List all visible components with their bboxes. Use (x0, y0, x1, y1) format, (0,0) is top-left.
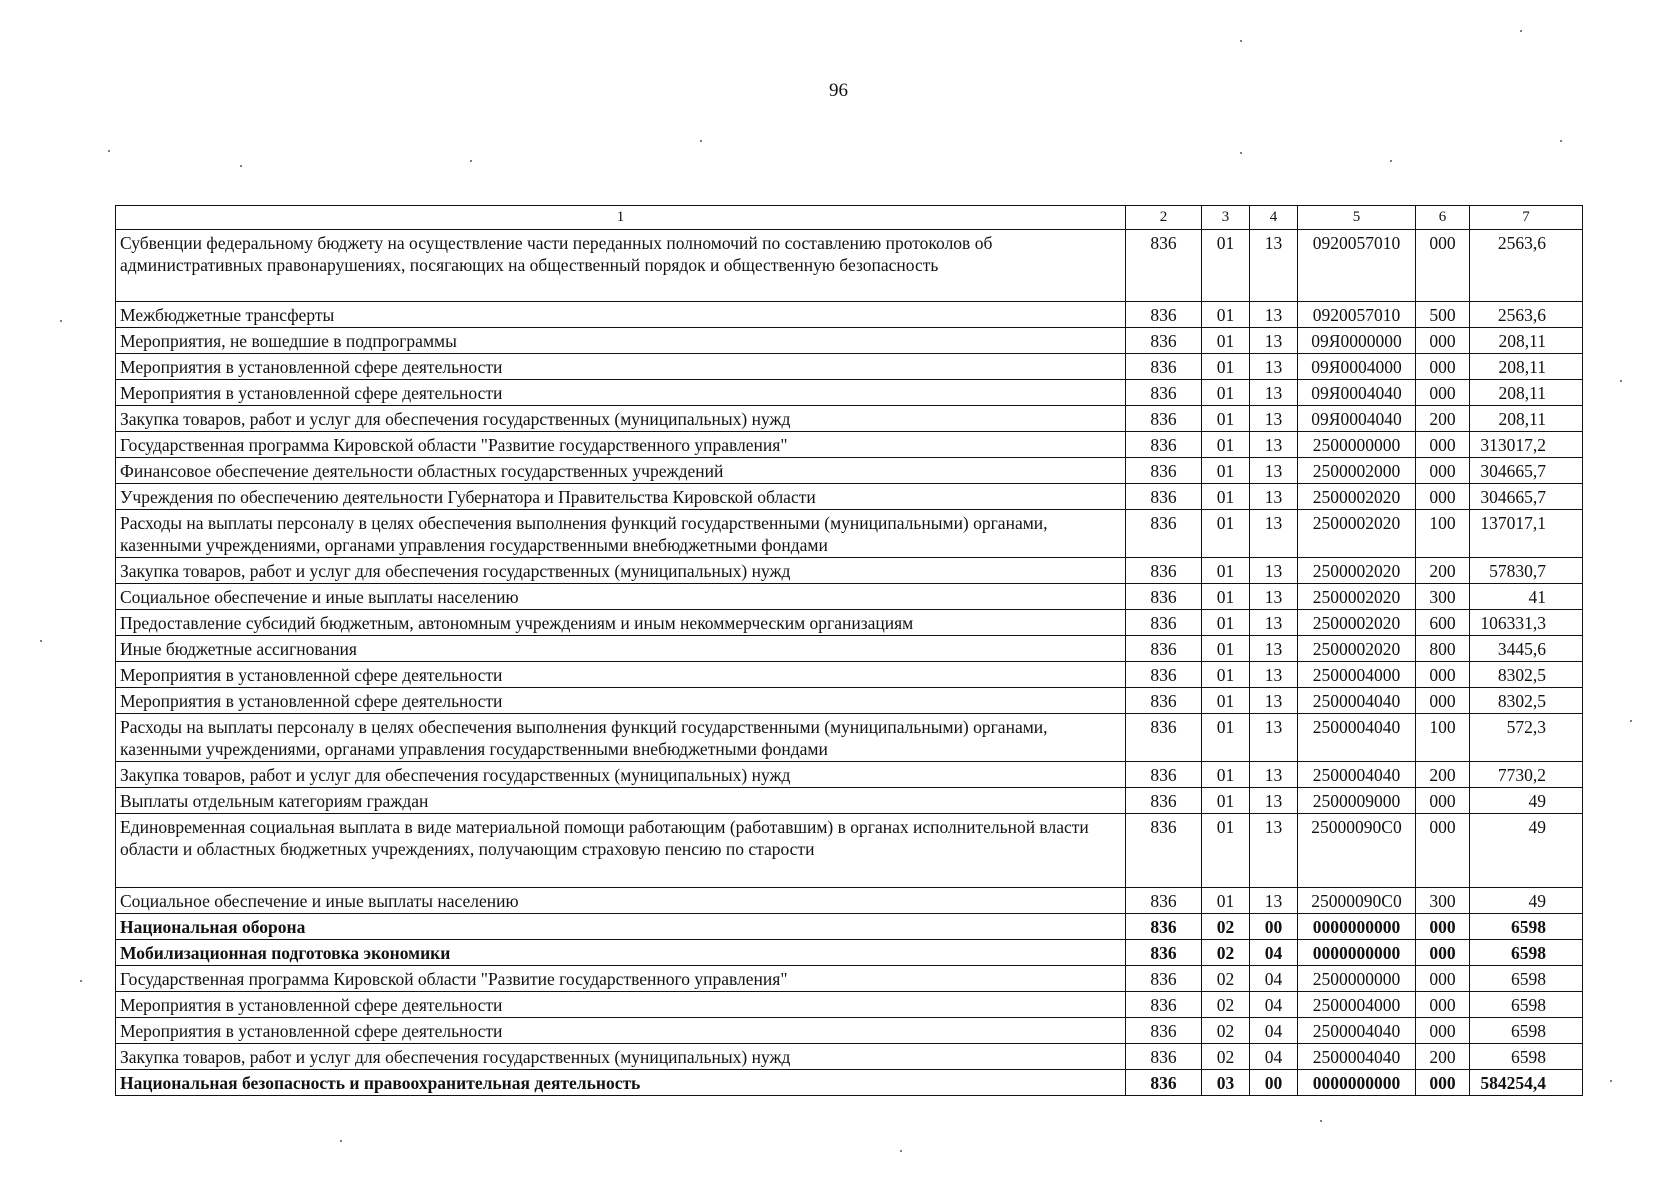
row-expense-type-cell: 000 (1416, 662, 1470, 688)
row-expense-type-cell: 800 (1416, 636, 1470, 662)
row-admin-code-cell: 836 (1126, 914, 1202, 940)
row-section-cell: 03 (1202, 1070, 1250, 1096)
budget-table (115, 205, 1583, 1096)
row-target-article-cell: 2500004000 (1298, 662, 1416, 688)
row-subsection-cell: 13 (1250, 380, 1298, 406)
row-amount-cell: 6598 (1470, 914, 1583, 940)
row-subsection-cell: 00 (1250, 1070, 1298, 1096)
row-admin-code-cell: 836 (1126, 888, 1202, 914)
row-section-cell: 01 (1202, 814, 1250, 888)
row-amount-cell: 57830,7 (1470, 558, 1583, 584)
row-expense-type-cell: 200 (1416, 558, 1470, 584)
row-subsection-cell: 04 (1250, 1044, 1298, 1070)
row-expense-type-cell: 200 (1416, 406, 1470, 432)
table-row (116, 328, 1583, 354)
row-name-cell: Выплаты отдельным категориям граждан (116, 788, 1126, 814)
table-row (116, 1044, 1583, 1070)
row-subsection-cell: 13 (1250, 484, 1298, 510)
row-admin-code-cell: 836 (1126, 510, 1202, 558)
row-name-cell: Мобилизационная подготовка экономики (116, 940, 1126, 966)
row-admin-code-cell: 836 (1126, 230, 1202, 302)
row-admin-code-cell: 836 (1126, 354, 1202, 380)
row-amount-cell: 6598 (1470, 1018, 1583, 1044)
row-expense-type-cell: 000 (1416, 788, 1470, 814)
row-admin-code-cell: 836 (1126, 380, 1202, 406)
row-name-cell: Государственная программа Кировской области "Развитие государственного управления" (116, 966, 1126, 992)
row-amount-cell: 7730,2 (1470, 762, 1583, 788)
row-amount-cell: 208,11 (1470, 328, 1583, 354)
row-admin-code-cell: 836 (1126, 302, 1202, 328)
row-subsection-cell: 13 (1250, 610, 1298, 636)
row-amount-cell: 6598 (1470, 966, 1583, 992)
header-cell-2: 2 (1126, 206, 1202, 230)
table-row (116, 380, 1583, 406)
row-subsection-cell: 13 (1250, 558, 1298, 584)
row-amount-cell: 208,11 (1470, 354, 1583, 380)
row-target-article-cell: 0000000000 (1298, 1070, 1416, 1096)
row-amount-cell: 6598 (1470, 1044, 1583, 1070)
row-admin-code-cell: 836 (1126, 406, 1202, 432)
table-row (116, 1070, 1583, 1096)
row-section-cell: 01 (1202, 484, 1250, 510)
row-amount-cell: 41 (1470, 584, 1583, 610)
row-subsection-cell: 13 (1250, 584, 1298, 610)
row-name-cell: Закупка товаров, работ и услуг для обеспечения государственных (муниципальных) нужд (116, 1044, 1126, 1070)
row-name-cell: Мероприятия в установленной сфере деятельности (116, 380, 1126, 406)
table-row (116, 636, 1583, 662)
row-expense-type-cell: 000 (1416, 688, 1470, 714)
row-section-cell: 02 (1202, 940, 1250, 966)
row-admin-code-cell: 836 (1126, 992, 1202, 1018)
row-name-cell: Финансовое обеспечение деятельности областных государственных учреждений (116, 458, 1126, 484)
row-amount-cell: 304665,7 (1470, 484, 1583, 510)
row-subsection-cell: 00 (1250, 914, 1298, 940)
row-subsection-cell: 13 (1250, 458, 1298, 484)
table-row (116, 714, 1583, 762)
table-row (116, 610, 1583, 636)
row-target-article-cell: 0920057010 (1298, 302, 1416, 328)
row-section-cell: 02 (1202, 966, 1250, 992)
row-section-cell: 01 (1202, 510, 1250, 558)
row-expense-type-cell: 000 (1416, 966, 1470, 992)
row-name-cell: Субвенции федеральному бюджету на осуществление части переданных полномочий по составлению протоколов об административных правонарушениях, посягающих на общественный порядок и общественную безопасность (116, 230, 1126, 302)
header-cell-3: 3 (1202, 206, 1250, 230)
row-expense-type-cell: 000 (1416, 484, 1470, 510)
row-expense-type-cell: 200 (1416, 1044, 1470, 1070)
row-target-article-cell: 09Я0004040 (1298, 380, 1416, 406)
row-expense-type-cell: 000 (1416, 432, 1470, 458)
table-row (116, 788, 1583, 814)
row-admin-code-cell: 836 (1126, 688, 1202, 714)
row-target-article-cell: 2500004040 (1298, 1044, 1416, 1070)
row-amount-cell: 2563,6 (1470, 302, 1583, 328)
table-row (116, 432, 1583, 458)
row-amount-cell: 106331,3 (1470, 610, 1583, 636)
row-expense-type-cell: 100 (1416, 714, 1470, 762)
row-section-cell: 01 (1202, 714, 1250, 762)
row-expense-type-cell: 000 (1416, 230, 1470, 302)
row-amount-cell: 137017,1 (1470, 510, 1583, 558)
row-section-cell: 01 (1202, 230, 1250, 302)
row-amount-cell: 208,11 (1470, 380, 1583, 406)
row-expense-type-cell: 500 (1416, 302, 1470, 328)
row-target-article-cell: 0000000000 (1298, 940, 1416, 966)
row-admin-code-cell: 836 (1126, 940, 1202, 966)
row-expense-type-cell: 200 (1416, 762, 1470, 788)
row-amount-cell: 8302,5 (1470, 688, 1583, 714)
row-target-article-cell: 09Я0004040 (1298, 406, 1416, 432)
row-name-cell: Государственная программа Кировской области "Развитие государственного управления" (116, 432, 1126, 458)
row-name-cell: Мероприятия в установленной сфере деятельности (116, 1018, 1126, 1044)
row-amount-cell: 6598 (1470, 992, 1583, 1018)
row-target-article-cell: 0000000000 (1298, 914, 1416, 940)
row-section-cell: 01 (1202, 610, 1250, 636)
row-target-article-cell: 2500002020 (1298, 610, 1416, 636)
row-subsection-cell: 13 (1250, 814, 1298, 888)
row-section-cell: 02 (1202, 992, 1250, 1018)
row-target-article-cell: 2500002000 (1298, 458, 1416, 484)
row-section-cell: 01 (1202, 406, 1250, 432)
table-row (116, 406, 1583, 432)
row-admin-code-cell: 836 (1126, 328, 1202, 354)
header-cell-7: 7 (1470, 206, 1583, 230)
row-target-article-cell: 2500004040 (1298, 688, 1416, 714)
row-section-cell: 01 (1202, 688, 1250, 714)
row-target-article-cell: 2500009000 (1298, 788, 1416, 814)
table-row (116, 354, 1583, 380)
row-amount-cell: 304665,7 (1470, 458, 1583, 484)
row-expense-type-cell: 300 (1416, 584, 1470, 610)
row-target-article-cell: 25000090С0 (1298, 888, 1416, 914)
row-subsection-cell: 04 (1250, 966, 1298, 992)
header-cell-4: 4 (1250, 206, 1298, 230)
row-section-cell: 01 (1202, 636, 1250, 662)
row-name-cell: Мероприятия в установленной сфере деятельности (116, 688, 1126, 714)
row-expense-type-cell: 100 (1416, 510, 1470, 558)
row-target-article-cell: 2500000000 (1298, 966, 1416, 992)
table-row (116, 688, 1583, 714)
row-admin-code-cell: 836 (1126, 1070, 1202, 1096)
row-subsection-cell: 13 (1250, 432, 1298, 458)
row-name-cell: Межбюджетные трансферты (116, 302, 1126, 328)
row-subsection-cell: 13 (1250, 354, 1298, 380)
row-subsection-cell: 13 (1250, 230, 1298, 302)
row-section-cell: 01 (1202, 584, 1250, 610)
row-amount-cell: 49 (1470, 888, 1583, 914)
row-subsection-cell: 04 (1250, 1018, 1298, 1044)
row-section-cell: 01 (1202, 302, 1250, 328)
row-name-cell: Закупка товаров, работ и услуг для обеспечения государственных (муниципальных) нужд (116, 762, 1126, 788)
row-name-cell: Закупка товаров, работ и услуг для обеспечения государственных (муниципальных) нужд (116, 406, 1126, 432)
table-body (116, 230, 1583, 1096)
row-expense-type-cell: 000 (1416, 328, 1470, 354)
row-target-article-cell: 2500002020 (1298, 484, 1416, 510)
table-row (116, 584, 1583, 610)
row-target-article-cell: 2500004040 (1298, 1018, 1416, 1044)
row-expense-type-cell: 000 (1416, 380, 1470, 406)
page-number: 96 (829, 80, 848, 101)
row-section-cell: 01 (1202, 354, 1250, 380)
row-target-article-cell: 2500002020 (1298, 636, 1416, 662)
table-row (116, 966, 1583, 992)
row-admin-code-cell: 836 (1126, 788, 1202, 814)
row-amount-cell: 572,3 (1470, 714, 1583, 762)
row-amount-cell: 8302,5 (1470, 662, 1583, 688)
row-subsection-cell: 13 (1250, 636, 1298, 662)
row-subsection-cell: 04 (1250, 940, 1298, 966)
row-subsection-cell: 13 (1250, 406, 1298, 432)
row-section-cell: 02 (1202, 914, 1250, 940)
row-amount-cell: 49 (1470, 788, 1583, 814)
row-admin-code-cell: 836 (1126, 458, 1202, 484)
row-name-cell: Закупка товаров, работ и услуг для обеспечения государственных (муниципальных) нужд (116, 558, 1126, 584)
table-row (116, 458, 1583, 484)
row-target-article-cell: 09Я0000000 (1298, 328, 1416, 354)
row-admin-code-cell: 836 (1126, 662, 1202, 688)
table-row (116, 484, 1583, 510)
row-amount-cell: 208,11 (1470, 406, 1583, 432)
table-row (116, 762, 1583, 788)
row-name-cell: Национальная безопасность и правоохранительная деятельность (116, 1070, 1126, 1096)
table-row (116, 992, 1583, 1018)
table-row (116, 914, 1583, 940)
header-cell-1: 1 (116, 206, 1126, 230)
row-section-cell: 01 (1202, 432, 1250, 458)
row-name-cell: Мероприятия в установленной сфере деятельности (116, 354, 1126, 380)
row-section-cell: 01 (1202, 762, 1250, 788)
row-admin-code-cell: 836 (1126, 762, 1202, 788)
row-subsection-cell: 13 (1250, 888, 1298, 914)
table-row (116, 302, 1583, 328)
row-admin-code-cell: 836 (1126, 584, 1202, 610)
row-expense-type-cell: 000 (1416, 914, 1470, 940)
row-target-article-cell: 0920057010 (1298, 230, 1416, 302)
row-expense-type-cell: 000 (1416, 814, 1470, 888)
row-subsection-cell: 13 (1250, 662, 1298, 688)
row-target-article-cell: 25000090С0 (1298, 814, 1416, 888)
row-target-article-cell: 09Я0004000 (1298, 354, 1416, 380)
row-name-cell: Учреждения по обеспечению деятельности Губернатора и Правительства Кировской области (116, 484, 1126, 510)
row-amount-cell: 2563,6 (1470, 230, 1583, 302)
row-subsection-cell: 13 (1250, 328, 1298, 354)
row-name-cell: Национальная оборона (116, 914, 1126, 940)
row-expense-type-cell: 000 (1416, 354, 1470, 380)
row-section-cell: 01 (1202, 558, 1250, 584)
row-name-cell: Единовременная социальная выплата в виде материальной помощи работающим (работавшим) в органах исполнительной власти области и областных бюджетных учреждениях, получающим страховую пенсию по старости (116, 814, 1126, 888)
row-name-cell: Мероприятия в установленной сфере деятельности (116, 662, 1126, 688)
row-admin-code-cell: 836 (1126, 610, 1202, 636)
row-amount-cell: 584254,4 (1470, 1070, 1583, 1096)
row-admin-code-cell: 836 (1126, 432, 1202, 458)
table-row (116, 662, 1583, 688)
row-section-cell: 01 (1202, 380, 1250, 406)
row-expense-type-cell: 300 (1416, 888, 1470, 914)
row-subsection-cell: 13 (1250, 714, 1298, 762)
row-target-article-cell: 2500002020 (1298, 510, 1416, 558)
row-subsection-cell: 13 (1250, 788, 1298, 814)
row-section-cell: 01 (1202, 458, 1250, 484)
table-row (116, 230, 1583, 302)
row-expense-type-cell: 000 (1416, 1070, 1470, 1096)
row-admin-code-cell: 836 (1126, 484, 1202, 510)
table-row (116, 888, 1583, 914)
row-name-cell: Мероприятия, не вошедшие в подпрограммы (116, 328, 1126, 354)
row-expense-type-cell: 600 (1416, 610, 1470, 636)
row-admin-code-cell: 836 (1126, 714, 1202, 762)
row-name-cell: Иные бюджетные ассигнования (116, 636, 1126, 662)
row-amount-cell: 6598 (1470, 940, 1583, 966)
header-cell-6: 6 (1416, 206, 1470, 230)
row-target-article-cell: 2500004040 (1298, 762, 1416, 788)
row-expense-type-cell: 000 (1416, 1018, 1470, 1044)
row-target-article-cell: 2500004000 (1298, 992, 1416, 1018)
row-admin-code-cell: 836 (1126, 966, 1202, 992)
table-row (116, 814, 1583, 888)
row-target-article-cell: 2500004040 (1298, 714, 1416, 762)
table-row (116, 940, 1583, 966)
row-name-cell: Социальное обеспечение и иные выплаты населению (116, 888, 1126, 914)
header-row (116, 206, 1583, 230)
row-subsection-cell: 13 (1250, 302, 1298, 328)
row-section-cell: 01 (1202, 328, 1250, 354)
row-expense-type-cell: 000 (1416, 940, 1470, 966)
row-section-cell: 01 (1202, 888, 1250, 914)
row-admin-code-cell: 836 (1126, 814, 1202, 888)
row-name-cell: Расходы на выплаты персоналу в целях обеспечения выполнения функций государственными (муниципальными) органами, казенными учреждениями, органами управления государственными внебюджетными фондами (116, 510, 1126, 558)
row-amount-cell: 313017,2 (1470, 432, 1583, 458)
row-admin-code-cell: 836 (1126, 1044, 1202, 1070)
table-row (116, 1018, 1583, 1044)
row-admin-code-cell: 836 (1126, 636, 1202, 662)
table-row (116, 558, 1583, 584)
row-admin-code-cell: 836 (1126, 558, 1202, 584)
row-subsection-cell: 13 (1250, 762, 1298, 788)
row-target-article-cell: 2500000000 (1298, 432, 1416, 458)
row-section-cell: 01 (1202, 788, 1250, 814)
row-name-cell: Мероприятия в установленной сфере деятельности (116, 992, 1126, 1018)
row-expense-type-cell: 000 (1416, 992, 1470, 1018)
row-subsection-cell: 13 (1250, 510, 1298, 558)
row-name-cell: Предоставление субсидий бюджетным, автономным учреждениям и иным некоммерческим организациям (116, 610, 1126, 636)
row-admin-code-cell: 836 (1126, 1018, 1202, 1044)
row-amount-cell: 3445,6 (1470, 636, 1583, 662)
header-cell-5: 5 (1298, 206, 1416, 230)
row-name-cell: Расходы на выплаты персоналу в целях обеспечения выполнения функций государственными (муниципальными) органами, казенными учреждениями, органами управления государственными внебюджетными фондами (116, 714, 1126, 762)
row-name-cell: Социальное обеспечение и иные выплаты населению (116, 584, 1126, 610)
row-target-article-cell: 2500002020 (1298, 558, 1416, 584)
row-subsection-cell: 13 (1250, 688, 1298, 714)
row-expense-type-cell: 000 (1416, 458, 1470, 484)
row-section-cell: 02 (1202, 1018, 1250, 1044)
row-section-cell: 02 (1202, 1044, 1250, 1070)
row-target-article-cell: 2500002020 (1298, 584, 1416, 610)
row-section-cell: 01 (1202, 662, 1250, 688)
table-row (116, 510, 1583, 558)
row-subsection-cell: 04 (1250, 992, 1298, 1018)
row-amount-cell: 49 (1470, 814, 1583, 888)
